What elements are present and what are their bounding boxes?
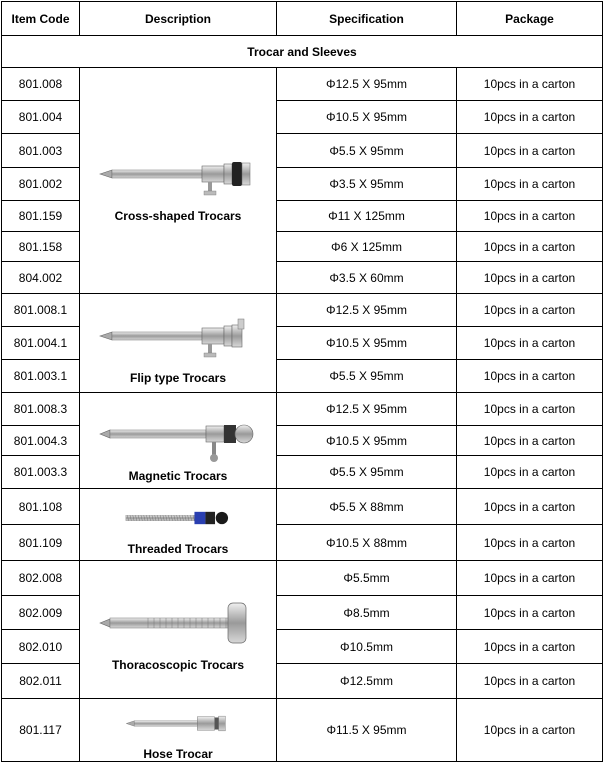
package-cell: 10pcs in a carton bbox=[457, 262, 603, 294]
specification-cell: Φ10.5 X 88mm bbox=[277, 525, 457, 561]
thoracoscopic-trocar-icon bbox=[80, 588, 276, 658]
description-cell-magnetic-trocars bbox=[80, 393, 277, 489]
description-label: Threaded Trocars bbox=[127, 541, 229, 556]
description-label: Flip type Trocars bbox=[129, 371, 227, 385]
item-code-cell: 802.010 bbox=[2, 630, 80, 664]
package-cell: 10pcs in a carton bbox=[457, 294, 603, 327]
header-package: Package bbox=[457, 2, 603, 36]
specification-cell: Φ5.5mm bbox=[277, 561, 457, 596]
section-row bbox=[2, 36, 603, 68]
table-row bbox=[2, 68, 603, 101]
header-specification: Specification bbox=[277, 2, 457, 36]
package-cell: 10pcs in a carton bbox=[457, 596, 603, 630]
item-code-cell: 801.004 bbox=[2, 101, 80, 134]
item-code-cell: 802.008 bbox=[2, 561, 80, 596]
header-row bbox=[2, 2, 603, 36]
specification-cell: Φ3.5 X 60mm bbox=[277, 262, 457, 294]
package-cell: 10pcs in a carton bbox=[457, 489, 603, 525]
header-description: Description bbox=[80, 2, 277, 36]
table-row bbox=[2, 561, 603, 596]
item-code-cell: 801.002 bbox=[2, 168, 80, 201]
description-label: Cross-shaped Trocars bbox=[114, 208, 242, 223]
specification-cell: Φ12.5mm bbox=[277, 664, 457, 699]
specification-cell: Φ12.5 X 95mm bbox=[277, 68, 457, 101]
table-row bbox=[2, 294, 603, 327]
package-cell: 10pcs in a carton bbox=[457, 699, 603, 762]
table-row bbox=[2, 699, 603, 762]
package-cell: 10pcs in a carton bbox=[457, 201, 603, 232]
trocar-catalog-table bbox=[1, 1, 603, 762]
magnetic-trocar-icon bbox=[80, 399, 276, 469]
hose-trocar-icon bbox=[80, 700, 276, 747]
item-code-cell: 801.003 bbox=[2, 134, 80, 168]
description-cell-thoracoscopic-trocars bbox=[80, 561, 277, 699]
specification-cell: Φ8.5mm bbox=[277, 596, 457, 630]
specification-cell: Φ11.5 X 95mm bbox=[277, 699, 457, 762]
item-code-cell: 804.002 bbox=[2, 262, 80, 294]
package-cell: 10pcs in a carton bbox=[457, 232, 603, 262]
item-code-cell: 801.008 bbox=[2, 68, 80, 101]
description-label: Hose Trocar bbox=[143, 746, 213, 761]
table-row bbox=[2, 489, 603, 525]
package-cell: 10pcs in a carton bbox=[457, 101, 603, 134]
package-cell: 10pcs in a carton bbox=[457, 393, 603, 426]
description-label: Thoracoscopic Trocars bbox=[111, 657, 245, 672]
specification-cell: Φ5.5 X 88mm bbox=[277, 489, 457, 525]
item-code-cell: 801.008.1 bbox=[2, 294, 80, 327]
table-row bbox=[2, 393, 603, 426]
package-cell: 10pcs in a carton bbox=[457, 134, 603, 168]
specification-cell: Φ10.5 X 95mm bbox=[277, 426, 457, 456]
item-code-cell: 801.109 bbox=[2, 525, 80, 561]
item-code-cell: 802.011 bbox=[2, 664, 80, 699]
specification-cell: Φ6 X 125mm bbox=[277, 232, 457, 262]
package-cell: 10pcs in a carton bbox=[457, 327, 603, 360]
threaded-trocar-icon bbox=[80, 494, 276, 542]
item-code-cell: 802.009 bbox=[2, 596, 80, 630]
item-code-cell: 801.004.3 bbox=[2, 426, 80, 456]
package-cell: 10pcs in a carton bbox=[457, 561, 603, 596]
package-cell: 10pcs in a carton bbox=[457, 168, 603, 201]
specification-cell: Φ10.5 X 95mm bbox=[277, 101, 457, 134]
specification-cell: Φ12.5 X 95mm bbox=[277, 393, 457, 426]
section-title: Trocar and Sleeves bbox=[2, 36, 603, 68]
item-code-cell: 801.008.3 bbox=[2, 393, 80, 426]
package-cell: 10pcs in a carton bbox=[457, 426, 603, 456]
specification-cell: Φ10.5mm bbox=[277, 630, 457, 664]
item-code-cell: 801.004.1 bbox=[2, 327, 80, 360]
package-cell: 10pcs in a carton bbox=[457, 360, 603, 393]
package-cell: 10pcs in a carton bbox=[457, 456, 603, 489]
item-code-cell: 801.003.1 bbox=[2, 360, 80, 393]
item-code-cell: 801.158 bbox=[2, 232, 80, 262]
specification-cell: Φ11 X 125mm bbox=[277, 201, 457, 232]
specification-cell: Φ5.5 X 95mm bbox=[277, 456, 457, 489]
specification-cell: Φ5.5 X 95mm bbox=[277, 360, 457, 393]
description-cell-hose-trocar bbox=[80, 699, 277, 762]
item-code-cell: 801.159 bbox=[2, 201, 80, 232]
package-cell: 10pcs in a carton bbox=[457, 630, 603, 664]
package-cell: 10pcs in a carton bbox=[457, 525, 603, 561]
package-cell: 10pcs in a carton bbox=[457, 68, 603, 101]
cross-shaped-trocar-icon bbox=[80, 139, 276, 209]
item-code-cell: 801.117 bbox=[2, 699, 80, 762]
header-item-code: Item Code bbox=[2, 2, 80, 36]
specification-cell: Φ10.5 X 95mm bbox=[277, 327, 457, 360]
specification-cell: Φ5.5 X 95mm bbox=[277, 134, 457, 168]
package-cell: 10pcs in a carton bbox=[457, 664, 603, 699]
item-code-cell: 801.003.3 bbox=[2, 456, 80, 489]
description-cell-threaded-trocars bbox=[80, 489, 277, 561]
description-cell-cross-shaped-trocars bbox=[80, 68, 277, 294]
item-code-cell: 801.108 bbox=[2, 489, 80, 525]
specification-cell: Φ12.5 X 95mm bbox=[277, 294, 457, 327]
description-cell-flip-type-trocars bbox=[80, 294, 277, 393]
flip-type-trocar-icon bbox=[80, 301, 276, 371]
specification-cell: Φ3.5 X 95mm bbox=[277, 168, 457, 201]
description-label: Magnetic Trocars bbox=[128, 468, 228, 483]
